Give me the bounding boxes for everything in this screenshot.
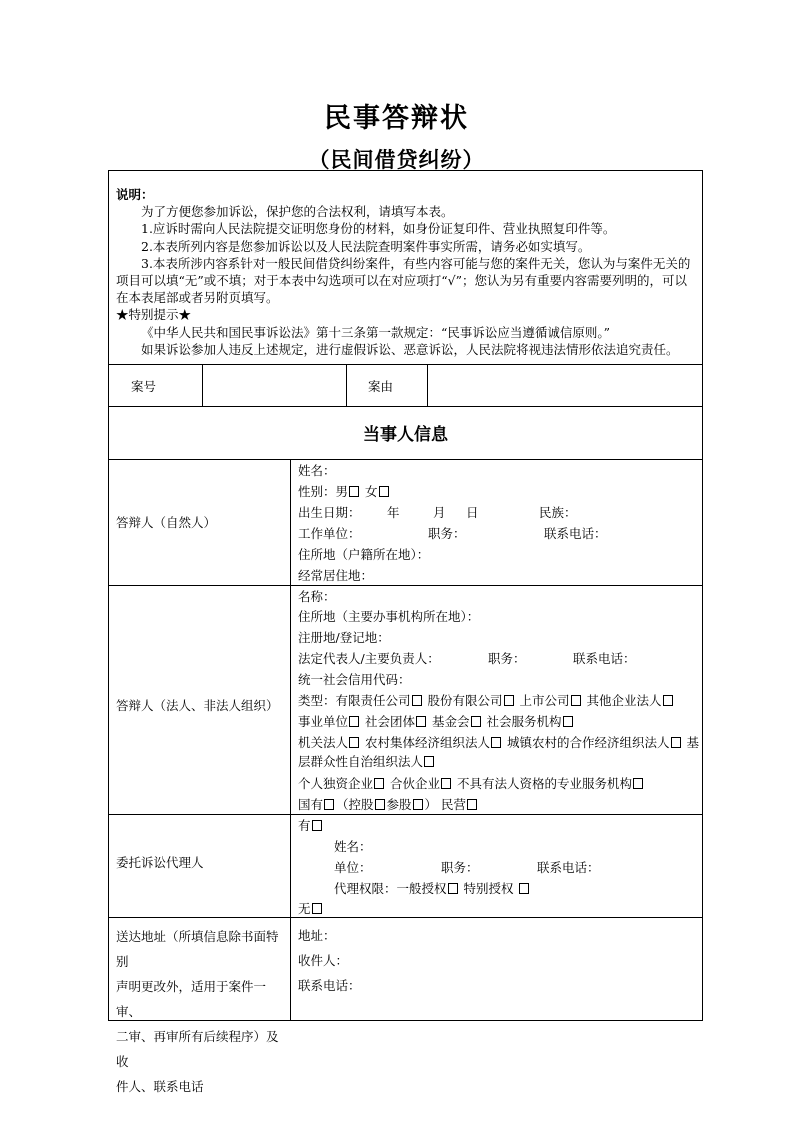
public-institution-checkbox[interactable]	[349, 716, 359, 727]
agent-no-label: 无	[298, 901, 311, 916]
notes-item-3: 3.本表所涉内容系针对一般民间借贷纠纷案件，有些内容可能与您的案件无关，您认为与案件无关的项目可以填“无”或不填；对于本表中勾选项可以在对应项打“√”；您认为另有重要内容需要列明的，可以在本表尾部或者另附页填写。	[116, 255, 691, 306]
general-authority-checkbox[interactable]	[448, 883, 458, 894]
np-month: 月	[433, 505, 446, 520]
divider-legal-person	[108, 814, 703, 815]
notes-heading: 说明：	[116, 187, 154, 202]
listed-checkbox[interactable]	[571, 695, 581, 706]
special-authority-checkbox[interactable]	[519, 883, 529, 894]
type-private-label: 民营	[441, 797, 467, 812]
foundation-checkbox[interactable]	[471, 716, 481, 727]
divider-natural-person	[108, 585, 703, 586]
label-column-divider	[290, 459, 291, 1021]
private-checkbox[interactable]	[467, 799, 477, 810]
rural-collective-checkbox[interactable]	[491, 737, 501, 748]
type-professional-service-label: 不具有法人资格的专业服务机构	[457, 776, 633, 791]
lp-phone[interactable]: 联系电话：	[573, 651, 636, 666]
social-service-checkbox[interactable]	[563, 716, 573, 727]
controlling-checkbox[interactable]	[375, 799, 385, 810]
cooperative-checkbox[interactable]	[671, 737, 681, 748]
lp-name[interactable]: 名称：	[298, 589, 336, 604]
special-authority-label: 特别授权	[463, 881, 514, 896]
np-ethnicity[interactable]: 民族：	[539, 505, 577, 520]
np-birth-label[interactable]: 出生日期：	[298, 505, 361, 520]
type-rural-collective-label: 农村集体经济组织法人	[365, 735, 491, 750]
llc-checkbox[interactable]	[412, 695, 422, 706]
professional-service-checkbox[interactable]	[633, 778, 643, 789]
type-government-label: 机关法人	[298, 735, 349, 750]
type-participating-label: 参股	[386, 797, 412, 812]
special-note-1: 《中华人民共和国民事诉讼法》第十三条第一款规定：“民事诉讼应当遵循诚信原则。”	[141, 324, 611, 340]
agent-yes-checkbox[interactable]	[312, 820, 322, 831]
joint-stock-checkbox[interactable]	[504, 695, 514, 706]
service-label-line-2: 声明更改外，适用于案件一审、	[116, 979, 267, 1019]
divider-agent	[108, 917, 703, 918]
agent-authority-row	[334, 879, 531, 898]
instructions-block	[116, 186, 696, 358]
female-checkbox[interactable]	[379, 486, 389, 497]
lp-representative[interactable]: 法定代表人/主要负责人：	[298, 651, 440, 666]
np-position[interactable]: 职务：	[428, 526, 466, 541]
government-checkbox[interactable]	[349, 737, 359, 748]
agent-yes-row	[298, 816, 324, 835]
lp-type-row-3	[298, 733, 699, 752]
np-gender-label: 性别：男	[298, 484, 349, 499]
case-row-divider-1	[202, 364, 203, 406]
np-year: 年	[387, 505, 400, 520]
agent-no-row	[298, 899, 324, 918]
type-partnership-label: 合伙企业	[390, 776, 441, 791]
social-group-checkbox[interactable]	[416, 716, 426, 727]
notes-item-2: 2.本表所列内容是您参加诉讼以及人民法院查明案件事实所需，请务必如实填写。	[141, 238, 591, 254]
agent-yes-label: 有	[298, 818, 311, 833]
type-close-paren: ）	[424, 797, 438, 812]
document-subtitle: （民间借贷纠纷）	[308, 147, 485, 172]
type-social-service-label: 社会服务机构	[486, 714, 562, 729]
type-sole-proprietorship-label: 个人独资企业	[298, 776, 374, 791]
lp-type-row-1	[298, 691, 675, 710]
special-heading: ★特别提示★	[116, 307, 192, 323]
np-employer[interactable]: 工作单位：	[298, 526, 361, 541]
lp-type-row-5	[298, 795, 479, 814]
np-day: 日	[466, 505, 479, 520]
partnership-checkbox[interactable]	[441, 778, 451, 789]
agent-name[interactable]: 姓名：	[334, 839, 372, 854]
type-controlling-label: （控股	[336, 797, 374, 812]
type-social-group-label: 社会团体	[365, 714, 416, 729]
service-label-line-1: 送达地址（所填信息除书面特别	[116, 929, 279, 969]
service-label-line-3: 二审、再审所有后续程序）及收	[116, 1029, 279, 1069]
notes-intro: 为了方便您参加诉讼，保护您的合法权利，请填写本表。	[141, 204, 454, 220]
type-cooperative-label: 城镇农村的合作经济组织法人	[507, 735, 670, 750]
lp-address[interactable]: 住所地（主要办事机构所在地）：	[298, 609, 480, 624]
document-title: 民事答辩状	[324, 103, 469, 134]
service-phone-field[interactable]: 联系电话：	[298, 978, 361, 993]
natural-person-label: 答辩人（自然人）	[116, 515, 217, 530]
notes-item-1: 1.应诉时需向人民法院提交证明您身份的材料，如身份证复印件、营业执照复印件等。	[141, 221, 616, 237]
np-gender-row	[298, 482, 391, 501]
type-public-institution-label: 事业单位	[298, 714, 349, 729]
np-name-field[interactable]: 姓名：	[298, 463, 336, 478]
grassroots-checkbox[interactable]	[424, 756, 434, 767]
legal-person-label: 答辩人（法人、非法人组织）	[116, 698, 279, 713]
np-phone[interactable]: 联系电话：	[544, 526, 607, 541]
type-listed-label: 上市公司	[519, 693, 570, 708]
lp-type-row-2	[298, 712, 575, 731]
agent-no-checkbox[interactable]	[312, 903, 322, 914]
case-row-divider-3	[427, 364, 428, 406]
case-row-divider-2	[346, 364, 347, 406]
divider-section-title	[108, 459, 703, 460]
lp-type-row-3b	[298, 752, 436, 771]
case-cause-field[interactable]	[430, 366, 701, 404]
np-domicile[interactable]: 住所地（户籍所在地）：	[298, 547, 430, 562]
type-foundation-label: 基金会	[432, 714, 470, 729]
type-other-enterprise-label: 其他企业法人	[586, 693, 662, 708]
lp-type-row-4	[298, 774, 645, 793]
service-address-label	[116, 924, 288, 1099]
case-number-label: 案号	[131, 379, 157, 394]
other-enterprise-checkbox[interactable]	[663, 695, 673, 706]
agent-label: 委托诉讼代理人	[116, 855, 204, 870]
type-state-owned-label: 国有	[298, 797, 324, 812]
type-joint-stock-label: 股份有限公司	[427, 693, 503, 708]
service-address-field[interactable]: 地址：	[298, 928, 336, 943]
divider-notes	[108, 364, 703, 365]
agent-phone[interactable]: 联系电话：	[537, 860, 600, 875]
np-residence[interactable]: 经常居住地：	[298, 568, 374, 583]
lp-credit-code[interactable]: 统一社会信用代码：	[298, 672, 411, 687]
section-title-party-info: 当事人信息	[363, 425, 448, 445]
service-label-line-4: 件人、联系电话	[116, 1079, 204, 1094]
service-recipient-field[interactable]: 收件人：	[298, 953, 349, 968]
lp-position[interactable]: 职务：	[488, 651, 526, 666]
lp-registration[interactable]: 注册地/登记地：	[298, 630, 390, 645]
type-grassroots-label-start: 基	[686, 735, 700, 750]
agent-position[interactable]: 职务：	[441, 860, 479, 875]
sole-proprietorship-checkbox[interactable]	[374, 778, 384, 789]
special-note-2: 如果诉讼参加人违反上述规定，进行虚假诉讼、恶意诉讼，人民法院将视违法情形依法追究责任。	[141, 341, 679, 357]
case-cause-label: 案由	[368, 379, 394, 394]
agent-unit[interactable]: 单位：	[334, 860, 372, 875]
male-checkbox[interactable]	[349, 486, 359, 497]
np-female-label: 女	[365, 484, 378, 499]
case-number-field[interactable]	[205, 366, 344, 404]
state-owned-checkbox[interactable]	[324, 799, 334, 810]
type-grassroots-label: 层群众性自治组织法人	[298, 754, 424, 769]
general-authority-label: 代理权限：一般授权	[334, 881, 447, 896]
participating-checkbox[interactable]	[413, 799, 423, 810]
type-llc-label: 类型：有限责任公司	[298, 693, 411, 708]
divider-case-row	[108, 406, 703, 407]
